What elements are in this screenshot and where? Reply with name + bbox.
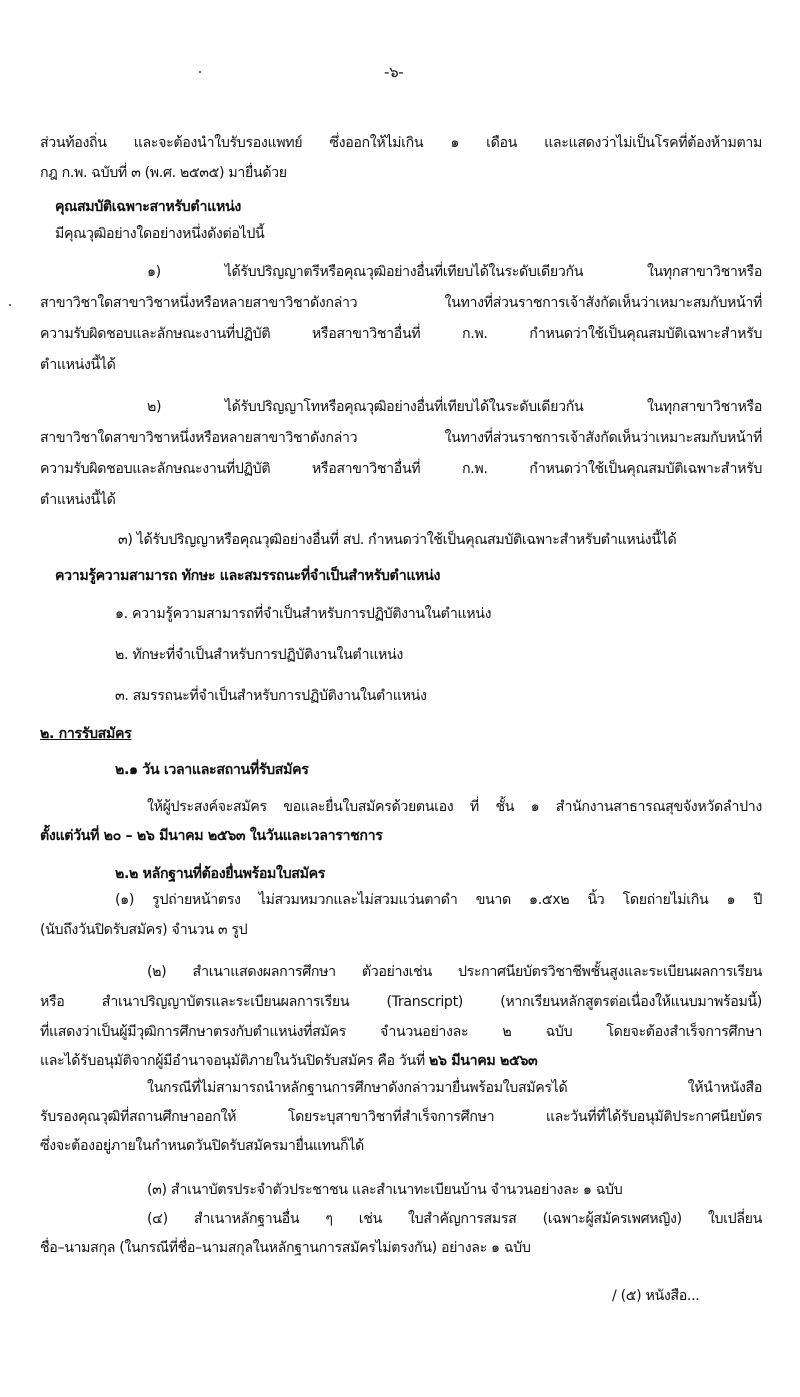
competencies-heading: ความรู้ความสามารถ ทักษะ และสมรรถนะที่จำเป็นสำหรับตำแหน่ง (55, 568, 441, 584)
intro-line-1: ส่วนท้องถิ่น และจะต้องนำใบรับรองแพทย์ ซึ่งออกให้ไม่เกิน ๑ เดือน และแสดงว่าไม่เป็นโรคที่ต้องห้ามตาม (40, 135, 762, 151)
evidence-4-line-2: ชื่อ–นามสกุล (ในกรณีที่ชื่อ–นามสกุลในหลักฐานการสมัครไม่ตรงกัน) อย่างละ ๑ ฉบับ (40, 1240, 531, 1256)
qualification-2-line-2: สาขาวิชาใดสาขาวิชาหนึ่งหรือหลายสาขาวิชาดังกล่าว ในทางที่ส่วนราชการเจ้าสังกัดเห็นว่าเหมาะสมกับหน้าที่ (40, 430, 762, 446)
section-2-1-line-1: ให้ผู้ประสงค์จะสมัคร ขอและยื่นใบสมัครด้วยตนเอง ที่ ชั้น ๑ สำนักงานสาธารณสุขจังหวัดลำปาง (147, 799, 762, 815)
qualification-1-line-1: ๑) ได้รับปริญญาตรีหรือคุณวุฒิอย่างอื่นที่เทียบได้ในระดับเดียวกัน ในทุกสาขาวิชาหรือ (147, 264, 762, 280)
evidence-2-note-line-2: รับรองคุณวุฒิที่สถานศึกษาออกให้ โดยระบุสาขาวิชาที่สำเร็จการศึกษา และวันที่ที่ได้รับอนุมัติประกาศนียบัตร (40, 1109, 762, 1125)
qualification-2-line-1: ๒) ได้รับปริญญาโทหรือคุณวุฒิอย่างอื่นที่เทียบได้ในระดับเดียวกัน ในทุกสาขาวิชาหรือ (147, 399, 762, 415)
evidence-2-line-1: (๒) สำเนาแสดงผลการศึกษา ตัวอย่างเช่น ประกาศนียบัตรวิชาชีพชั้นสูงและระเบียนผลการเรียน (147, 964, 762, 980)
qualifications-subheading: มีคุณวุฒิอย่างใดอย่างหนึ่งดังต่อไปนี้ (55, 226, 265, 242)
application-heading: ๒. การรับสมัคร (40, 726, 132, 742)
scan-speck (9, 304, 11, 306)
competency-item-1: ๑. ความรู้ความสามารถที่จำเป็นสำหรับการปฏิบัติงานในตำแหน่ง (115, 606, 492, 622)
qualification-3-line-1: ๓) ได้รับปริญญาหรือคุณวุฒิอย่างอื่นที่ สป. กำหนดว่าใช้เป็นคุณสมบัติเฉพาะสำหรับตำแหน่งนี้ได้ (118, 532, 677, 548)
section-2-1-line-2: ตั้งแต่วันที่ ๒๐ – ๒๖ มีนาคม ๒๕๖๓ ในวันและเวลาราชการ (40, 828, 383, 844)
page-number: -๖- (384, 63, 404, 81)
qualification-2-line-4: ตำแหน่งนี้ได้ (40, 492, 116, 508)
evidence-2-line-2: หรือ สำเนาปริญญาบัตรและระเบียนผลการเรียน (Transcript) (หากเรียนหลักสูตรต่อเนื่องให้แนบมาพร้อมนี้) (40, 994, 762, 1010)
scan-speck (199, 71, 201, 73)
continuation-marker: / (๕) หนังสือ... (612, 1288, 700, 1304)
evidence-3-line-1: (๓) สำเนาบัตรประจำตัวประชาชน และสำเนาทะเบียนบ้าน จำนวนอย่างละ ๑ ฉบับ (147, 1182, 623, 1198)
intro-line-2: กฎ ก.พ. ฉบับที่ ๓ (พ.ศ. ๒๕๓๕) มายื่นด้วย (40, 165, 287, 181)
evidence-4-line-1: (๔) สำเนาหลักฐานอื่น ๆ เช่น ใบสำคัญการสมรส (เฉพาะผู้สมัครเพศหญิง) ใบเปลี่ยน (147, 1211, 762, 1227)
qualification-1-line-3: ความรับผิดชอบและลักษณะงานที่ปฏิบัติ หรือสาขาวิชาอื่นที่ ก.พ. กำหนดว่าใช้เป็นคุณสมบัติเฉพาะสำหรับ (40, 326, 762, 342)
evidence-2-note-line-1: ในกรณีที่ไม่สามารถนำหลักฐานการศึกษาดังกล่าวมายื่นพร้อมใบสมัครได้ ให้นำหนังสือ (147, 1080, 762, 1096)
qualification-1-line-2: สาขาวิชาใดสาขาวิชาหนึ่งหรือหลายสาขาวิชาดังกล่าว ในทางที่ส่วนราชการเจ้าสังกัดเห็นว่าเหมาะสมกับหน้าที่ (40, 295, 762, 311)
evidence-2-line-3: ที่แสดงว่าเป็นผู้มีวุฒิการศึกษาตรงกับตำแหน่งที่สมัคร จำนวนอย่างละ ๒ ฉบับ โดยจะต้องสำเร็จการศึกษา (40, 1024, 762, 1040)
evidence-2-line-4 (40, 1051, 537, 1071)
section-2-1-heading: ๒.๑ วัน เวลาและสถานที่รับสมัคร (115, 762, 309, 778)
section-2-2-heading: ๒.๒ หลักฐานที่ต้องยื่นพร้อมใบสมัคร (115, 866, 325, 882)
competency-item-2: ๒. ทักษะที่จำเป็นสำหรับการปฏิบัติงานในตำแหน่ง (115, 647, 403, 663)
evidence-2-line-4-text: และได้รับอนุมัติจากผู้มีอำนาจอนุมัติภายในวันปิดรับสมัคร คือ วันที่ (40, 1053, 430, 1069)
closing-date: ๒๖ มีนาคม ๒๕๖๓ (429, 1053, 538, 1069)
evidence-1-line-2: (นับถึงวันปิดรับสมัคร) จำนวน ๓ รูป (40, 922, 248, 938)
qualifications-heading: คุณสมบัติเฉพาะสาหรับตำแหน่ง (55, 199, 241, 215)
evidence-1-line-1: (๑) รูปถ่ายหน้าตรง ไม่สวมหมวกและไม่สวมแว่นตาดำ ขนาด ๑.๕x๒ นิ้ว โดยถ่ายไม่เกิน ๑ ปี (115, 892, 762, 908)
qualification-1-line-4: ตำแหน่งนี้ได้ (40, 357, 116, 373)
competency-item-3: ๓. สมรรถนะที่จำเป็นสำหรับการปฏิบัติงานในตำแหน่ง (115, 688, 427, 704)
evidence-2-note-line-3: ซึ่งจะต้องอยู่ภายในกำหนดวันปิดรับสมัครมายื่นแทนก็ได้ (40, 1138, 364, 1154)
qualification-2-line-3: ความรับผิดชอบและลักษณะงานที่ปฏิบัติ หรือสาขาวิชาอื่นที่ ก.พ. กำหนดว่าใช้เป็นคุณสมบัติเฉพาะสำหรับ (40, 461, 762, 477)
